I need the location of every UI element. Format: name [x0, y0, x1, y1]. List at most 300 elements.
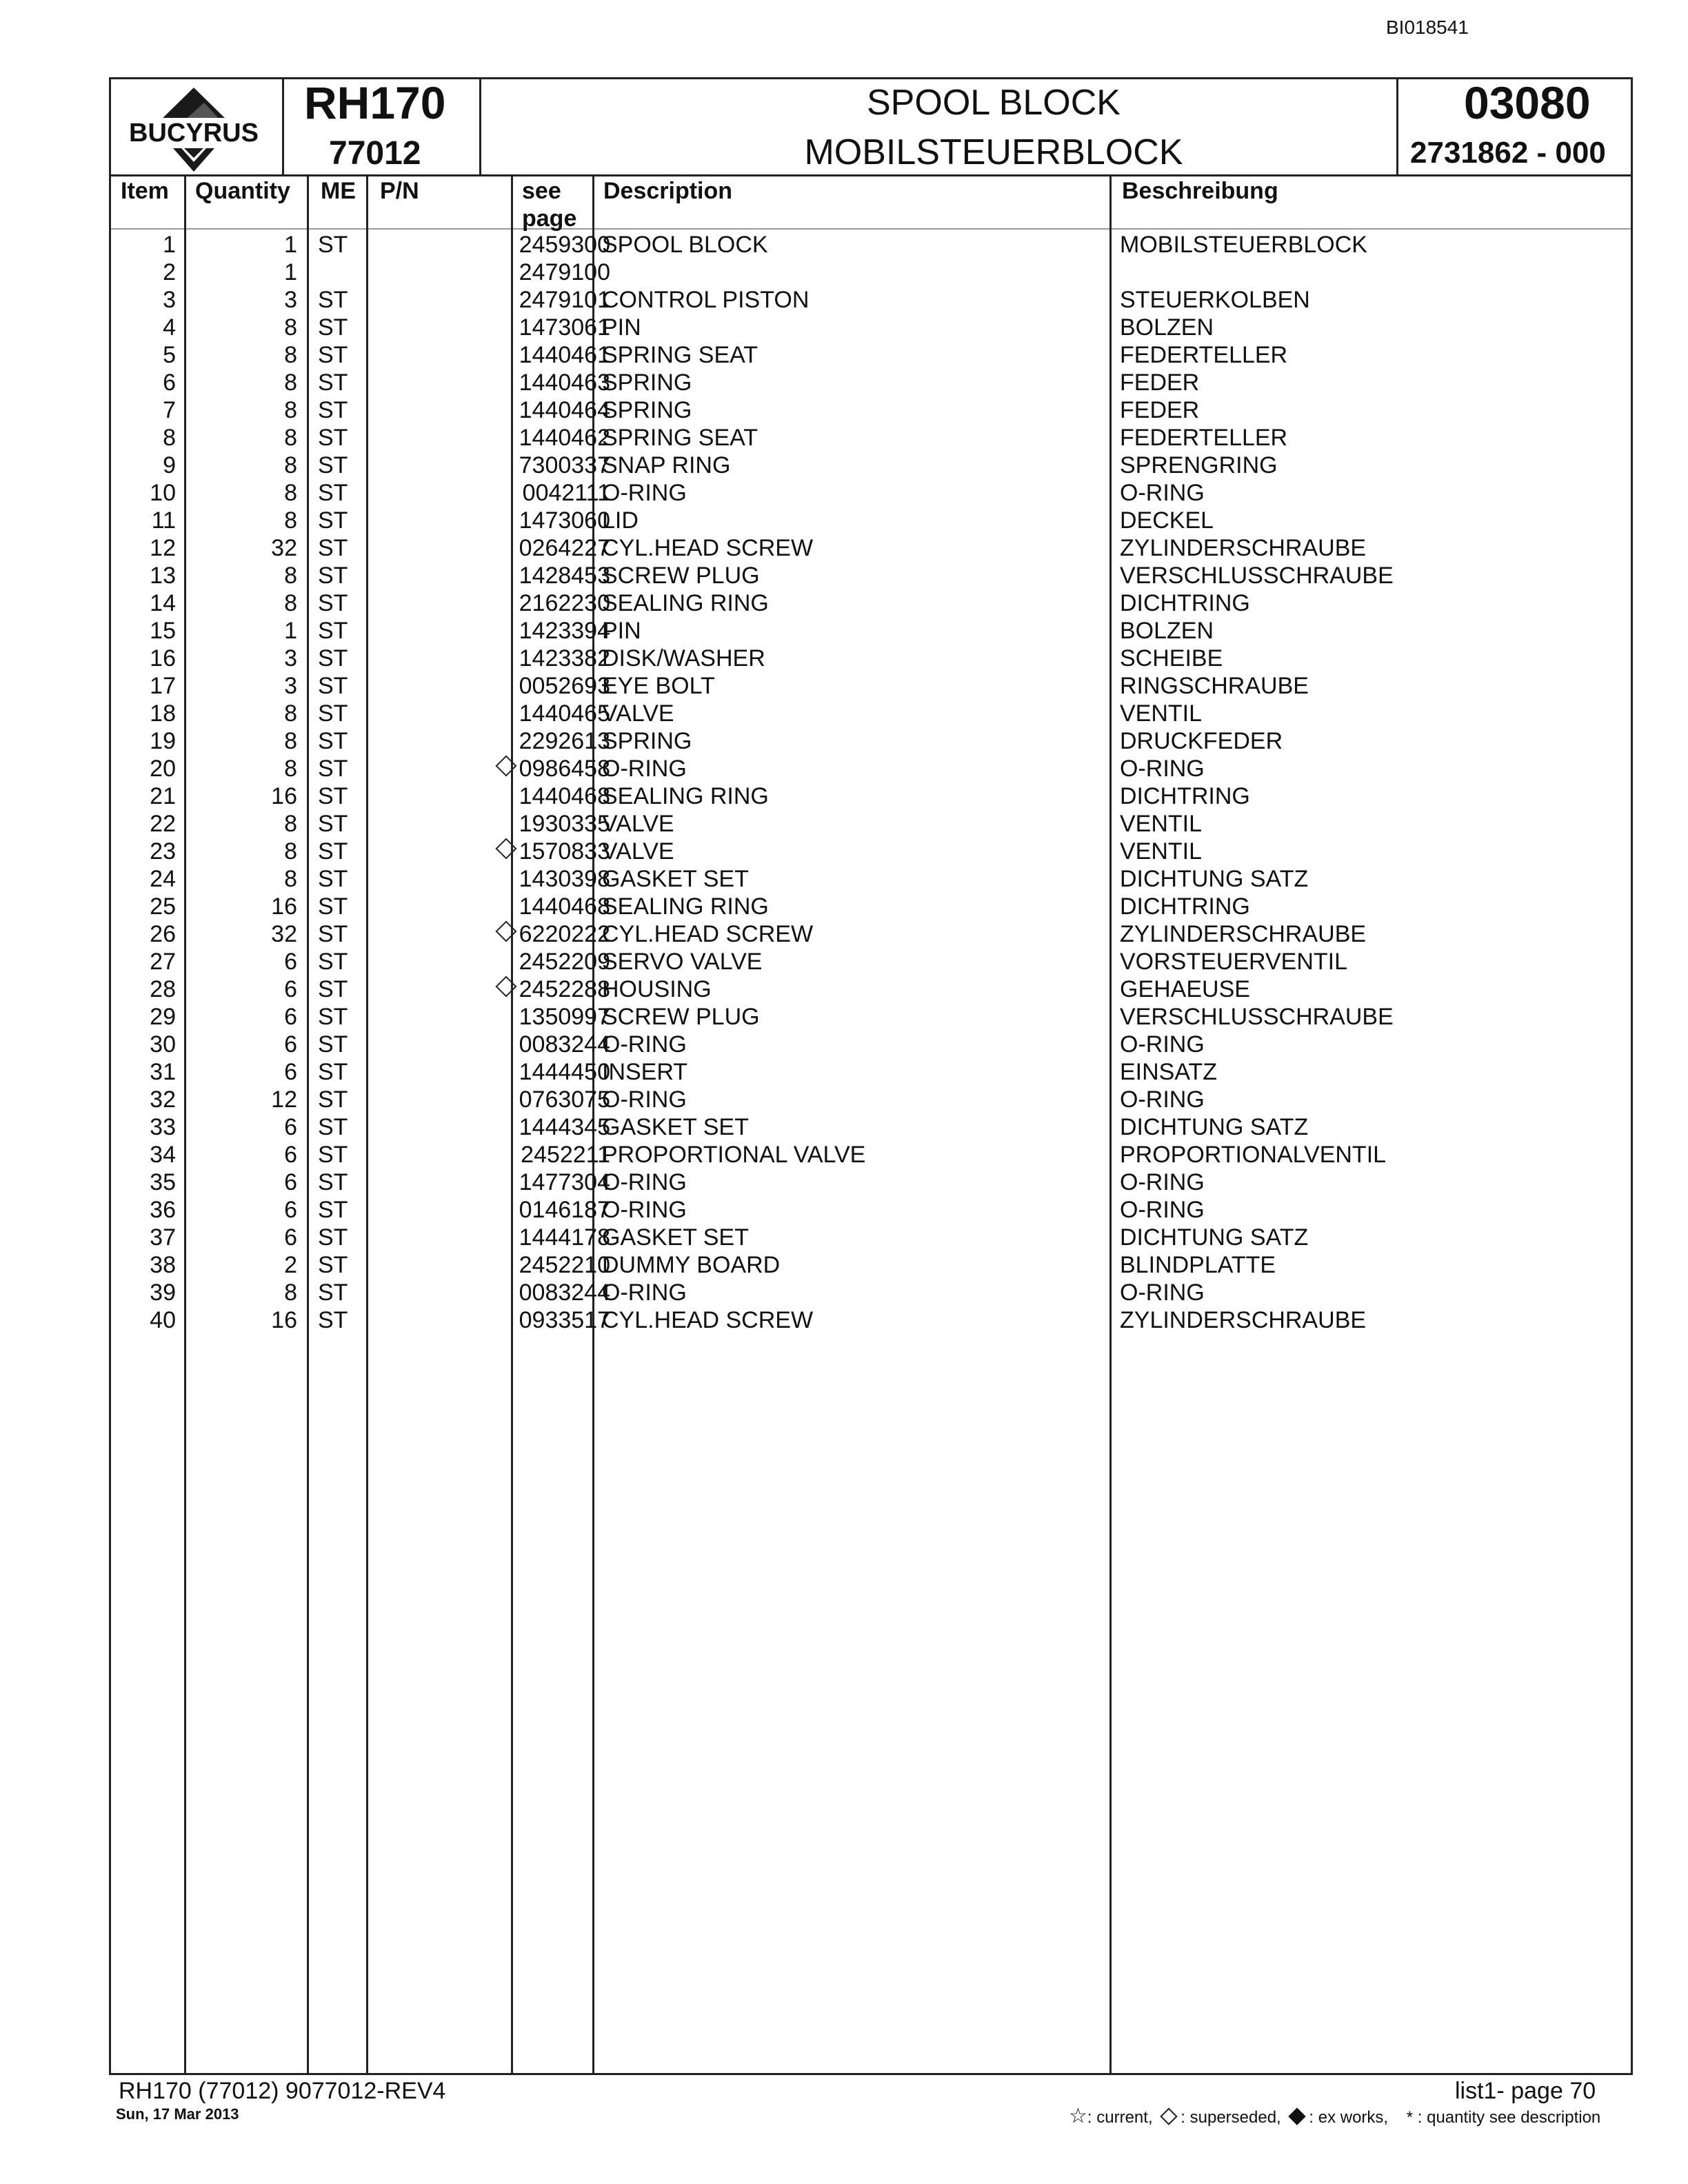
unit — [318, 645, 359, 672]
footer-document-ref: RH170 (77012) 9077012-REV4 — [119, 2078, 446, 2104]
col-header-description: Description — [603, 178, 733, 204]
quantity-text: 8 — [284, 397, 297, 423]
description — [602, 810, 674, 838]
unit — [318, 700, 359, 727]
col-header-me: ME — [321, 178, 356, 204]
part-number-text: 1440464 — [519, 397, 610, 423]
part-reference: 2731862 - 000 — [1410, 136, 1606, 170]
quantity — [208, 1031, 297, 1058]
item-number-text: 4 — [163, 314, 176, 341]
part-number-text: 0763075 — [519, 1086, 610, 1113]
unit — [318, 1086, 359, 1113]
part-number-text: 1473060 — [519, 507, 610, 534]
table-row — [111, 479, 1631, 507]
table-row — [111, 341, 1631, 369]
beschreibung-text: DECKEL — [1120, 507, 1214, 534]
description — [602, 1003, 760, 1031]
unit — [318, 920, 359, 948]
description-text: SERVO VALVE — [602, 949, 763, 975]
item-number — [111, 1306, 176, 1334]
table-row — [111, 1196, 1631, 1224]
quantity-text: 6 — [284, 1169, 297, 1195]
unit — [318, 1113, 359, 1141]
quantity — [208, 617, 297, 645]
part-number-text: 0986458 — [519, 756, 610, 782]
item-number — [111, 920, 176, 948]
description — [602, 893, 769, 920]
unit-text: ST — [318, 342, 348, 368]
quantity-text: 32 — [271, 921, 297, 947]
item-number-text: 14 — [150, 590, 176, 616]
header-divider-v1 — [282, 79, 284, 174]
unit-text: ST — [318, 314, 348, 341]
description-text: CYL.HEAD SCREW — [602, 921, 814, 947]
quantity-text: 2 — [284, 1252, 297, 1278]
unit — [318, 893, 359, 920]
part-number — [373, 948, 610, 975]
item-number — [111, 1086, 176, 1113]
table-row — [111, 975, 1631, 1003]
table-row — [111, 1169, 1631, 1196]
description-text: EYE BOLT — [602, 673, 715, 699]
item-number-text: 19 — [150, 728, 176, 754]
item-number-text: 37 — [150, 1224, 176, 1251]
item-number-text: 21 — [150, 783, 176, 809]
document-id: BI018541 — [1386, 17, 1469, 38]
beschreibung — [1120, 589, 1250, 617]
unit-text: ST — [318, 1224, 348, 1251]
table-row — [111, 865, 1631, 893]
beschreibung — [1120, 424, 1287, 452]
beschreibung-text: O-RING — [1120, 1197, 1205, 1223]
quantity-text: 8 — [284, 425, 297, 451]
part-number — [373, 1224, 610, 1251]
item-number — [111, 1279, 176, 1306]
beschreibung — [1120, 645, 1223, 672]
item-number — [111, 396, 176, 424]
quantity-text: 8 — [284, 507, 297, 534]
item-number — [111, 1251, 176, 1279]
part-number-text: 1430398 — [519, 866, 610, 892]
description — [602, 1086, 687, 1113]
beschreibung — [1120, 1086, 1205, 1113]
unit — [318, 727, 359, 755]
item-number-text: 16 — [150, 645, 176, 671]
beschreibung — [1120, 1251, 1276, 1279]
item-number-text: 15 — [150, 618, 176, 644]
part-number-text: 1473061 — [519, 314, 610, 341]
beschreibung-text: RINGSCHRAUBE — [1120, 673, 1309, 699]
unit — [318, 838, 359, 865]
part-number-text: 1444178 — [519, 1224, 610, 1251]
beschreibung-text: STEUERKOLBEN — [1120, 287, 1310, 313]
description-text: DUMMY BOARD — [602, 1252, 781, 1278]
quantity-text: 1 — [284, 232, 297, 258]
part-number — [373, 396, 610, 424]
table-row — [111, 1224, 1631, 1251]
description-text: O-RING — [602, 1031, 687, 1058]
part-number-text: 2479101 — [519, 287, 610, 313]
table-row — [111, 1251, 1631, 1279]
beschreibung — [1120, 479, 1205, 507]
table-row — [111, 452, 1631, 479]
part-number — [373, 1086, 610, 1113]
unit-text: ST — [318, 1169, 348, 1195]
quantity-text: 8 — [284, 563, 297, 589]
unit — [318, 534, 359, 562]
item-number-text: 29 — [150, 1004, 176, 1030]
beschreibung-text: ZYLINDERSCHRAUBE — [1120, 921, 1367, 947]
beschreibung-text: O-RING — [1120, 1031, 1205, 1058]
beschreibung — [1120, 755, 1205, 782]
part-number-text: 0042111 — [522, 480, 610, 506]
superseded-diamond-icon — [495, 838, 516, 859]
table-row — [111, 645, 1631, 672]
part-number — [373, 1003, 610, 1031]
table-row — [111, 948, 1631, 975]
description — [602, 700, 674, 727]
col-header-pn: P/N — [380, 178, 419, 204]
unit-text: ST — [318, 1031, 348, 1058]
unit — [318, 286, 359, 314]
beschreibung-text: O-RING — [1120, 1280, 1205, 1306]
quantity — [208, 755, 297, 782]
table-row — [111, 1003, 1631, 1031]
item-number-text: 11 — [151, 507, 176, 534]
description-text: O-RING — [602, 1086, 687, 1113]
description — [602, 645, 765, 672]
part-number-text: 1440462 — [519, 425, 610, 451]
beschreibung — [1120, 1169, 1205, 1196]
quantity — [208, 1251, 297, 1279]
item-number — [111, 1003, 176, 1031]
unit — [318, 1196, 359, 1224]
description — [602, 920, 813, 948]
part-number-text: 0052693 — [519, 673, 610, 699]
beschreibung — [1120, 507, 1214, 534]
table-row — [111, 810, 1631, 838]
quantity — [208, 1169, 297, 1196]
beschreibung — [1120, 810, 1202, 838]
part-number-text: 1570833 — [519, 838, 610, 865]
description-text: SNAP RING — [602, 452, 731, 478]
quantity-text: 8 — [284, 728, 297, 754]
part-number — [373, 231, 610, 259]
description — [602, 286, 809, 314]
item-number-text: 40 — [150, 1307, 176, 1333]
part-number — [373, 645, 610, 672]
part-number — [373, 755, 610, 782]
item-number-text: 23 — [150, 838, 176, 865]
description — [602, 507, 639, 534]
table-row — [111, 617, 1631, 645]
unit — [318, 782, 359, 810]
quantity — [208, 479, 297, 507]
item-number-text: 6 — [163, 370, 176, 396]
beschreibung-text: MOBILSTEUERBLOCK — [1120, 232, 1367, 258]
unit — [318, 452, 359, 479]
part-number — [373, 810, 610, 838]
description-text: VALVE — [602, 811, 674, 837]
description-text: SPRING — [602, 397, 692, 423]
unit-text: ST — [318, 1086, 348, 1113]
beschreibung-text: PROPORTIONALVENTIL — [1120, 1142, 1387, 1168]
unit — [318, 672, 359, 700]
quantity-text: 8 — [284, 314, 297, 341]
item-number — [111, 617, 176, 645]
beschreibung-text: O-RING — [1120, 1086, 1205, 1113]
item-number-text: 10 — [150, 480, 176, 506]
bucyrus-logo — [118, 83, 270, 173]
item-number — [111, 452, 176, 479]
beschreibung — [1120, 865, 1308, 893]
part-number-text: 0146187 — [519, 1197, 610, 1223]
beschreibung — [1120, 672, 1309, 700]
item-number — [111, 727, 176, 755]
item-number — [111, 1058, 176, 1086]
item-number — [111, 672, 176, 700]
superseded-diamond-icon — [495, 975, 516, 997]
header-divider — [111, 174, 1631, 176]
quantity-text: 3 — [284, 287, 297, 313]
superseded-diamond-icon — [495, 920, 516, 942]
unit — [318, 975, 359, 1003]
part-number-text: 0264227 — [519, 535, 610, 561]
item-number — [111, 782, 176, 810]
quantity — [208, 341, 297, 369]
description — [602, 341, 758, 369]
table-row — [111, 562, 1631, 589]
part-number — [373, 1113, 610, 1141]
description-text: DISK/WASHER — [602, 645, 765, 671]
description — [602, 672, 715, 700]
quantity — [208, 782, 297, 810]
col-header-see: see — [522, 178, 561, 204]
quantity-text: 6 — [284, 1114, 297, 1140]
beschreibung-text: SCHEIBE — [1120, 645, 1223, 671]
description — [602, 1306, 813, 1334]
unit — [318, 1141, 359, 1169]
beschreibung-text: DICHTRING — [1120, 783, 1250, 809]
table-row — [111, 396, 1631, 424]
beschreibung — [1120, 562, 1394, 589]
quantity — [208, 1279, 297, 1306]
part-number — [373, 617, 610, 645]
unit — [318, 1003, 359, 1031]
beschreibung-text: DRUCKFEDER — [1120, 728, 1283, 754]
table-row — [111, 727, 1631, 755]
unit — [318, 810, 359, 838]
part-number — [373, 1279, 610, 1306]
item-number-text: 25 — [150, 893, 176, 920]
beschreibung-text: BLINDPLATTE — [1120, 1252, 1276, 1278]
beschreibung — [1120, 1224, 1308, 1251]
part-number — [373, 286, 610, 314]
part-number-text: 2452288 — [519, 976, 610, 1002]
description-text: PROPORTIONAL VALVE — [602, 1142, 866, 1168]
description-text: O-RING — [602, 1197, 687, 1223]
part-number-text: 1440465 — [519, 700, 610, 727]
quantity — [208, 975, 297, 1003]
beschreibung-text: FEDER — [1120, 370, 1200, 396]
beschreibung — [1120, 452, 1278, 479]
quantity — [208, 645, 297, 672]
quantity — [208, 286, 297, 314]
quantity — [208, 1306, 297, 1334]
part-number-text: 6220222 — [519, 921, 610, 947]
item-number — [111, 562, 176, 589]
model-title: RH170 — [304, 77, 446, 128]
unit — [318, 1251, 359, 1279]
unit — [318, 1169, 359, 1196]
quantity — [208, 865, 297, 893]
part-number — [373, 507, 610, 534]
table-row — [111, 755, 1631, 782]
part-number — [373, 452, 610, 479]
part-number-text: 1930335 — [519, 811, 610, 837]
beschreibung — [1120, 948, 1347, 975]
unit — [318, 1279, 359, 1306]
unit — [318, 314, 359, 341]
unit-text: ST — [318, 921, 348, 947]
beschreibung-text: ZYLINDERSCHRAUBE — [1120, 1307, 1367, 1333]
legend-current: : current, — [1087, 2108, 1153, 2127]
star-icon: ☆ — [1069, 2105, 1087, 2127]
description-text: VALVE — [602, 838, 674, 865]
description — [602, 479, 687, 507]
description-text: SEALING RING — [602, 893, 769, 920]
description — [602, 534, 813, 562]
item-number-text: 24 — [150, 866, 176, 892]
table-row — [111, 838, 1631, 865]
unit-text: ST — [318, 1280, 348, 1306]
beschreibung-text: SPRENGRING — [1120, 452, 1278, 478]
beschreibung-text: DICHTRING — [1120, 590, 1250, 616]
beschreibung — [1120, 1058, 1217, 1086]
beschreibung-text: VENTIL — [1120, 811, 1203, 837]
quantity — [208, 893, 297, 920]
quantity — [208, 1196, 297, 1224]
quantity-text: 8 — [284, 590, 297, 616]
quantity-text: 1 — [284, 618, 297, 644]
beschreibung — [1120, 1196, 1205, 1224]
item-number — [111, 534, 176, 562]
quantity-text: 32 — [271, 535, 297, 561]
part-number — [373, 479, 610, 507]
unit-text: ST — [318, 452, 348, 478]
description — [602, 727, 692, 755]
item-number-text: 39 — [150, 1280, 176, 1306]
beschreibung-text: BOLZEN — [1120, 314, 1214, 341]
beschreibung — [1120, 700, 1202, 727]
unit-text: ST — [318, 838, 348, 865]
part-number-text: 2479100 — [519, 259, 610, 285]
quantity-text: 16 — [271, 893, 297, 920]
item-number-text: 9 — [163, 452, 176, 478]
unit — [318, 507, 359, 534]
unit — [318, 341, 359, 369]
beschreibung — [1120, 534, 1366, 562]
part-number — [373, 782, 610, 810]
description — [602, 424, 758, 452]
item-number-text: 38 — [150, 1252, 176, 1278]
item-number — [111, 1169, 176, 1196]
item-number — [111, 1224, 176, 1251]
part-number — [373, 589, 610, 617]
table-row — [111, 1279, 1631, 1306]
description-text: GASKET SET — [602, 1224, 749, 1251]
part-number-text: 1440463 — [519, 370, 610, 396]
item-number — [111, 1196, 176, 1224]
quantity-text: 6 — [284, 1004, 297, 1030]
beschreibung — [1120, 727, 1283, 755]
quantity-text: 8 — [284, 866, 297, 892]
table-row — [111, 424, 1631, 452]
part-number — [373, 838, 610, 865]
unit — [318, 948, 359, 975]
superseded-diamond-icon — [495, 755, 516, 776]
item-number — [111, 1113, 176, 1141]
part-number-text: 1423394 — [519, 618, 610, 644]
quantity-text: 6 — [284, 1142, 297, 1168]
table-row — [111, 700, 1631, 727]
description-text: CONTROL PISTON — [602, 287, 810, 313]
quantity-text: 8 — [284, 342, 297, 368]
beschreibung — [1120, 975, 1250, 1003]
quantity — [208, 1224, 297, 1251]
table-row — [111, 507, 1631, 534]
group-number: 03080 — [1464, 77, 1591, 128]
description — [602, 865, 749, 893]
unit-text: ST — [318, 1114, 348, 1140]
beschreibung-text: VENTIL — [1120, 700, 1203, 727]
item-number-text: 28 — [150, 976, 176, 1002]
item-number — [111, 755, 176, 782]
unit — [318, 231, 359, 259]
quantity-text: 6 — [284, 949, 297, 975]
description-text: PIN — [602, 618, 641, 644]
description — [602, 782, 769, 810]
beschreibung — [1120, 231, 1367, 259]
description-text: SPRING — [602, 370, 692, 396]
quantity — [208, 838, 297, 865]
description — [602, 617, 641, 645]
quantity-text: 8 — [284, 700, 297, 727]
item-number-text: 2 — [163, 259, 176, 285]
description-text: O-RING — [602, 480, 687, 506]
table-row — [111, 1086, 1631, 1113]
part-number — [373, 1141, 610, 1169]
table-row — [111, 782, 1631, 810]
part-number-text: 2452210 — [519, 1252, 610, 1278]
description-text: SCREW PLUG — [602, 1004, 760, 1030]
unit — [318, 562, 359, 589]
beschreibung — [1120, 1306, 1366, 1334]
unit-text: ST — [318, 618, 348, 644]
unit — [318, 479, 359, 507]
unit-text: ST — [318, 1142, 348, 1168]
description-text: INSERT — [602, 1059, 688, 1085]
description — [602, 1196, 687, 1224]
unit — [318, 865, 359, 893]
unit — [318, 396, 359, 424]
part-number-text: 0083244 — [519, 1031, 610, 1058]
unit-text: ST — [318, 370, 348, 396]
beschreibung — [1120, 782, 1250, 810]
item-number — [111, 948, 176, 975]
quantity-text: 16 — [271, 1307, 297, 1333]
quantity-text: 8 — [284, 1280, 297, 1306]
